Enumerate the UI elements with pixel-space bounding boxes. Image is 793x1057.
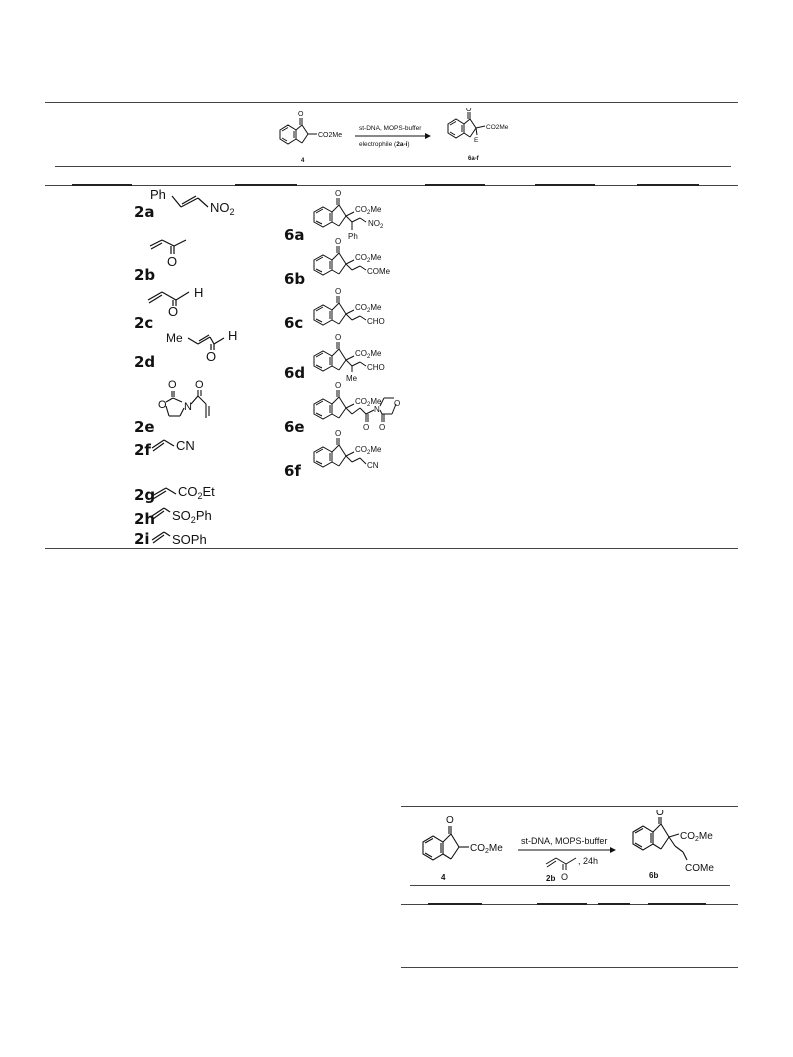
electrophile-2b-formula: O — [167, 254, 178, 269]
svg-text:O: O — [446, 815, 454, 826]
product-6d-tail: CHO — [367, 363, 385, 372]
table2-header-seg — [537, 903, 587, 905]
electrophile-2c-formula: H — [194, 285, 204, 300]
scheme2-drawing — [415, 810, 735, 884]
scheme2 — [415, 810, 735, 884]
electrophile-2e — [146, 378, 236, 430]
scheme2-reagent-time: , 24h — [578, 856, 599, 866]
electrophile-2a-formula: $NO_2$ — [210, 200, 235, 217]
scheme2-start-sub: $CO_2Me$ — [470, 843, 503, 855]
table1-top-rule — [45, 102, 738, 103]
product-6d-extra: Me — [346, 374, 358, 383]
product-6e-label: 6e — [284, 418, 305, 436]
electrophile-2h — [150, 500, 230, 526]
svg-text:O: O — [206, 349, 217, 364]
svg-text:O: O — [168, 379, 177, 391]
electrophile-2i-label: 2i — [134, 530, 150, 548]
electrophile-2b — [146, 238, 206, 268]
svg-text:O: O — [335, 333, 342, 342]
table2-scheme-rule — [410, 885, 730, 886]
electrophile-2e-formula: N — [184, 401, 192, 413]
electrophile-2b-label: 2b — [134, 266, 156, 284]
electrophile-2a-label: 2a — [134, 203, 155, 221]
product-6f-sub: $CO_2Me$ — [355, 445, 382, 456]
electrophile-2i — [150, 524, 230, 550]
electrophile-2c — [146, 284, 216, 319]
electrophile-2h-label: 2h — [134, 510, 156, 528]
electrophile-2c-label: 2c — [134, 314, 154, 332]
svg-text:O: O — [158, 399, 167, 411]
scheme2-product-sub2: COMe — [685, 863, 714, 874]
svg-text:O: O — [335, 429, 342, 438]
product-6c-tail: CHO — [367, 317, 385, 326]
table2-header-seg — [598, 903, 630, 905]
table2-header-seg — [648, 903, 706, 905]
product-6d — [308, 332, 418, 382]
svg-text:O: O — [195, 379, 204, 391]
product-6e — [308, 380, 438, 434]
svg-text:O: O — [335, 189, 342, 198]
electrophile-2a-group: Ph — [150, 187, 166, 202]
scheme1-drawing — [270, 108, 530, 164]
electrophile-2h-formula: $SO_2Ph$ — [172, 508, 212, 525]
electrophile-2g-label: 2g — [134, 486, 156, 504]
table1-bottom-rule — [45, 548, 738, 549]
electrophile-2d — [164, 326, 244, 362]
scheme1-product-label: 6a-f — [468, 156, 479, 162]
table1-header-seg — [425, 184, 485, 186]
table1-header-seg — [637, 184, 699, 186]
scheme2-product-sub1: $CO_2Me$ — [680, 831, 713, 843]
product-6c — [308, 286, 418, 336]
table1-header-seg — [535, 184, 595, 186]
product-6d-sub: $CO_2Me$ — [355, 349, 382, 360]
svg-text:O: O — [335, 237, 342, 246]
table1-scheme-rule — [55, 166, 731, 167]
electrophile-2d-label: 2d — [134, 353, 156, 371]
scheme2-start-label: 4 — [441, 873, 446, 882]
scheme1 — [270, 108, 530, 164]
product-6a-label: 6a — [284, 226, 305, 244]
scheme2-arrow-top: st-DNA, MOPS-buffer — [521, 836, 608, 846]
svg-text:O: O — [466, 108, 472, 113]
table1-header-seg — [72, 184, 132, 186]
svg-text:O: O — [656, 810, 664, 818]
product-6b-label: 6b — [284, 270, 306, 288]
electrophile-2i-formula: SOPh — [172, 532, 207, 547]
scheme1-start-sub: CO2Me — [318, 132, 343, 139]
product-6a-sub: $CO_2Me$ — [355, 205, 382, 216]
product-6c-sub: $CO_2Me$ — [355, 303, 382, 314]
scheme1-start-label: 4 — [301, 158, 305, 164]
electrophile-2g — [150, 476, 230, 502]
svg-text:O: O — [335, 287, 342, 296]
scheme2-reagent-label: 2b — [546, 874, 556, 883]
electrophile-2f — [150, 428, 210, 454]
electrophile-2d-formula: Me — [166, 331, 183, 345]
electrophile-2a — [148, 188, 248, 218]
electrophile-2g-formula: $CO_2Et$ — [178, 484, 215, 501]
svg-text:O: O — [363, 423, 370, 432]
table1-header-seg — [235, 184, 297, 186]
svg-text:O: O — [379, 423, 386, 432]
product-6f-label: 6f — [284, 462, 301, 480]
svg-text:O: O — [561, 872, 569, 882]
product-6f-tail: CN — [367, 461, 379, 470]
scheme1-arrow-top: st-DNA, MOPS-buffer — [359, 125, 422, 132]
product-6a-tail: $NO_2$ — [368, 219, 384, 230]
product-6a-extra: Ph — [348, 232, 358, 241]
table2-header-seg — [428, 903, 482, 905]
product-6a — [308, 188, 418, 242]
product-6b-tail: COMe — [367, 267, 391, 276]
svg-text:H: H — [228, 328, 238, 343]
electrophile-2f-label: 2f — [134, 441, 151, 459]
table2-top-rule — [401, 806, 738, 807]
scheme1-product-sub1: CO2Me — [486, 124, 509, 131]
electrophile-2e-label: 2e — [134, 418, 155, 436]
product-6c-label: 6c — [284, 314, 304, 332]
product-6b — [308, 236, 418, 286]
scheme1-arrow-bottom: electrophile (2a-i) — [359, 141, 410, 148]
table1-header-rule — [45, 185, 738, 186]
svg-text:O: O — [335, 381, 342, 390]
product-6f — [308, 428, 418, 478]
product-6e-tail: N — [374, 405, 380, 414]
product-6d-label: 6d — [284, 364, 306, 382]
svg-text:O: O — [298, 111, 304, 118]
electrophile-2f-formula: CN — [176, 438, 195, 453]
product-6e-sub: $CO_2Me$ — [355, 397, 382, 408]
product-6b-sub: $CO_2Me$ — [355, 253, 382, 264]
svg-text:O: O — [168, 304, 179, 319]
svg-text:O: O — [394, 399, 401, 408]
table2-bottom-rule — [401, 967, 738, 968]
scheme2-product-label: 6b — [649, 871, 659, 880]
scheme1-product-sub2: E — [474, 137, 479, 144]
